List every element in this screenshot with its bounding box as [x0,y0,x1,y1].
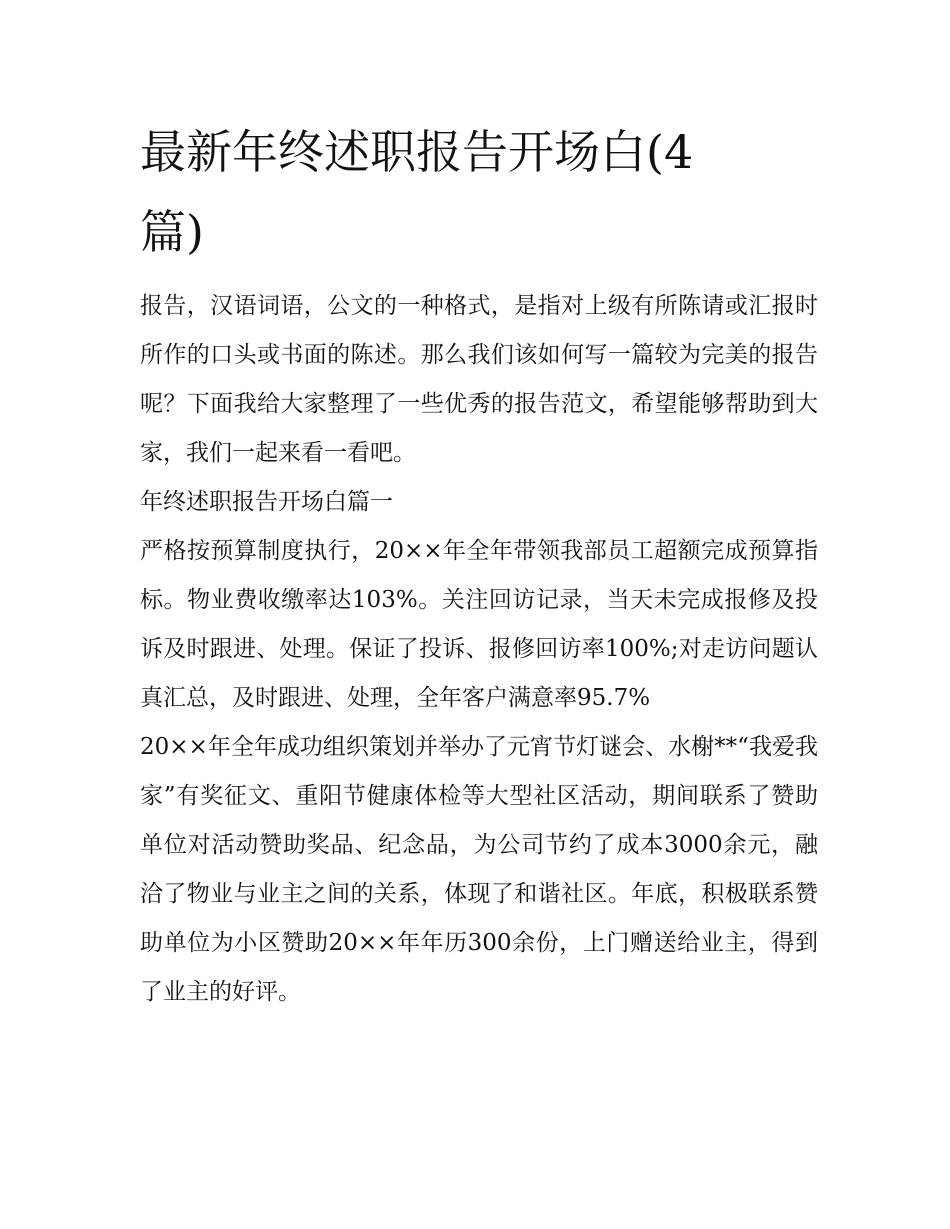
body-paragraph-1: 严格按预算制度执行，20××年全年带领我部员工超额完成预算指标。物业费收缴率达103%。关注回访记录，当天未完成报修及投诉及时跟进、处理。保证了投诉、报修回访率100%;对走访问题认真汇总，及时跟进、处理，全年客户满意率95.7% [140,538,818,711]
title-line-1: 最新年终述职报告开场白(4 [140,125,694,179]
intro-paragraph: 报告，汉语词语，公文的一种格式，是指对上级有所陈请或汇报时所作的口头或书面的陈述。那么我们该如何写一篇较为完美的报告呢？下面我给大家整理了一些优秀的报告范文，希望能够帮助到大家，我们一起来看一看吧。 [140,293,818,466]
document-title [140,112,818,272]
section-heading: 年终述职报告开场白篇一 [140,489,393,515]
body-paragraph-2: 20××年全年成功组织策划并举办了元宵节灯谜会、水榭**“我爱我家”有奖征文、重阳节健康体检等大型社区活动，期间联系了赞助单位对活动赞助奖品、纪念品，为公司节约了成本3000余元，融洽了物业与业主之间的关系，体现了和谐社区。年底，积极联系赞助单位为小区赞助20××年年历300余份，上门赠送给业主，得到了业主的好评。 [140,734,818,1005]
title-line-2: 篇) [140,205,204,259]
document-body [140,112,818,1017]
